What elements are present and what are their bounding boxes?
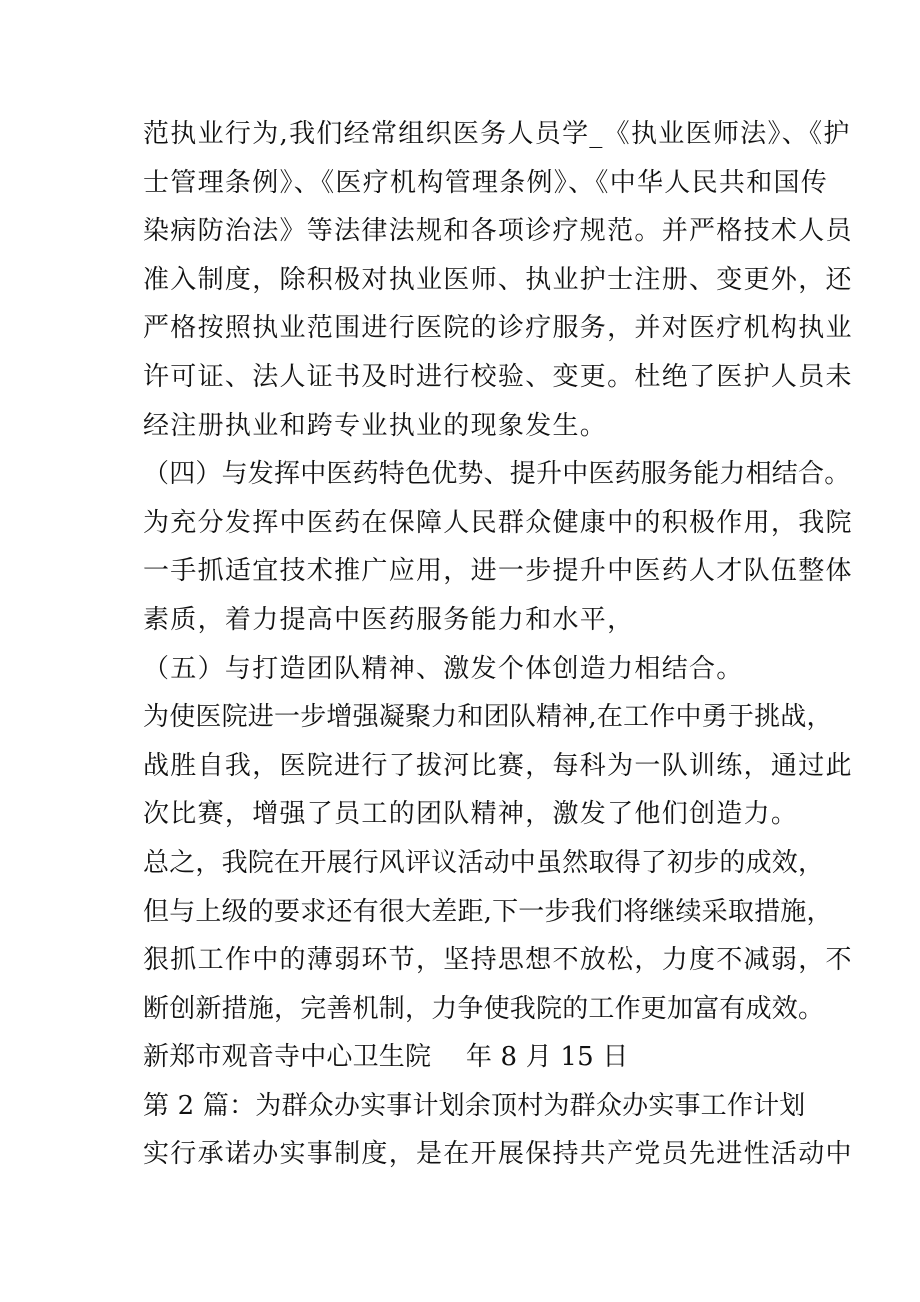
text-line: 断创新措施，完善机制，力争使我院的工作更加富有成效。	[143, 993, 825, 1024]
text-line: 经注册执业和跨专业执业的现象发生。	[143, 410, 608, 441]
document-body	[143, 110, 853, 1179]
text-line: 范执业行为,我们经常组织医务人员学_《执业医师法》、《护	[143, 119, 851, 149]
text-line: 一手抓适宜技术推广应用，进一步提升中医药人才队伍整体	[143, 556, 853, 587]
text-line: 战胜自我，医院进行了拔河比赛，每科为一队训练，通过此	[143, 750, 853, 781]
text-line: 准入制度，除积极对执业医师、执业护士注册、变更外，还	[143, 264, 853, 295]
text-line: 次比赛，增强了员工的团队精神，激发了他们创造力。	[143, 799, 799, 830]
text-line: 为充分发挥中医药在保障人民群众健康中的积极作用，我院	[143, 507, 853, 538]
text-line: 许可证、法人证书及时进行校验、变更。杜绝了医护人员未	[143, 361, 853, 392]
text-line: 士管理条例》、《医疗机构管理条例》、《中华人民共和国传	[143, 167, 829, 198]
text-line: 实行承诺办实事制度，是在开展保持共产党员先进性活动中	[143, 1139, 853, 1170]
text-line: 染病防治法》等法律法规和各项诊疗规范。并严格技术人员	[143, 216, 853, 247]
text-line: 为使医院进一步增强凝聚力和团队精神,在工作中勇于挑战，	[143, 702, 833, 733]
section-heading: （五）与打造团队精神、激发个体创造力相结合。	[143, 653, 744, 684]
article-title: 第 2 篇：为群众办实事计划余顶村为群众办实事工作计划	[143, 1090, 806, 1121]
text-line: 严格按照执业范围进行医院的诊疗服务，并对医疗机构执业	[143, 313, 853, 344]
section-heading: （四）与发挥中医药特色优势、提升中医药服务能力相结合。	[143, 459, 851, 490]
signature-line: 新郑市观音寺中心卫生院 年 8 月 15 日	[143, 1042, 629, 1073]
text-line: 但与上级的要求还有很大差距,下一步我们将继续采取措施，	[143, 896, 833, 927]
text-line: 总之，我院在开展行风评议活动中虽然取得了初步的成效，	[143, 847, 825, 878]
text-line: 素质，着力提高中医药服务能力和水平，	[143, 604, 635, 635]
text-line: 狠抓工作中的薄弱环节，坚持思想不放松，力度不减弱，不	[143, 945, 853, 976]
